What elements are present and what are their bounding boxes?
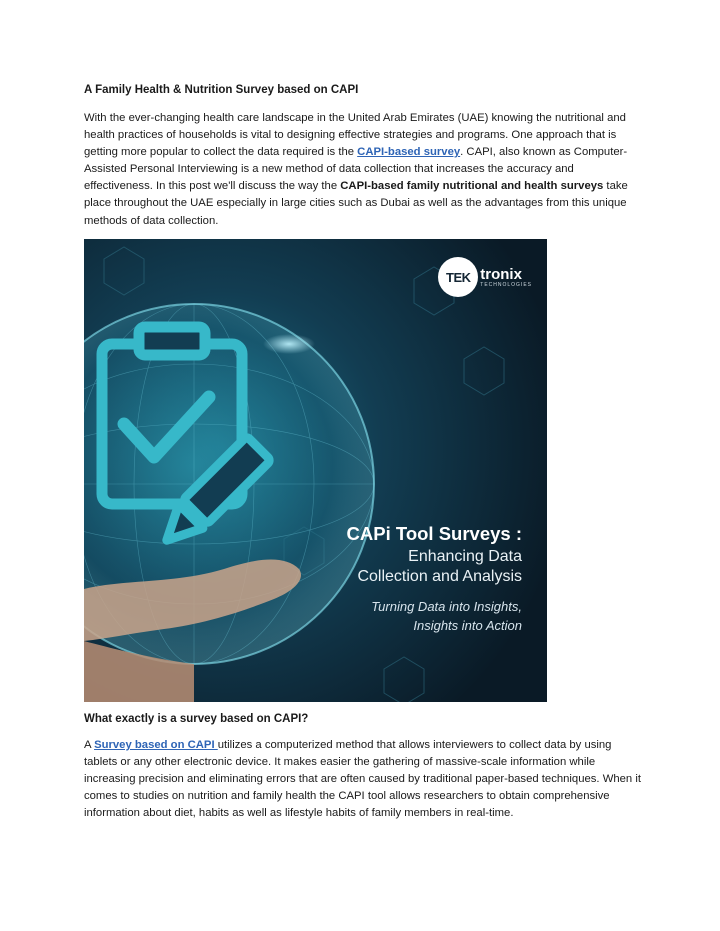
company-logo xyxy=(438,257,532,297)
intro-text-a: With the ever-changing health care landscape in the United Arab Emirates (UAE) knowing the nutritional and health practices of households is vital to designing effective strategies and programs. One approach that is getting more popular to collect the data required is the xyxy=(84,112,626,159)
definition-text-a: A xyxy=(84,739,95,751)
banner-image xyxy=(84,239,547,702)
banner-tagline-line-1: Turning Data into Insights, xyxy=(371,599,522,614)
intro-text-c: take place throughout the UAE especially in large cities such as Dubai as well as the advantages from this unique methods of data collection. xyxy=(84,180,628,227)
definition-text-b: utilizes a computerized method that allows interviewers to collect data by using tablets or any other electronic device. It makes easier the gathering of massive-scale information while increasing precision and eliminating errors that are often caused by traditional paper-based techniques. When it comes to studies on nutrition and family health the CAPI tool allows researchers to obtain comprehensive information about diet, habits as well as lifestyle habits of family members in real-time. xyxy=(84,739,642,820)
survey-capi-link[interactable]: Survey based on CAPI xyxy=(94,739,218,751)
section-heading: What exactly is a survey based on CAPI? xyxy=(84,713,309,725)
banner-subtitle-line-1: Enhancing Data xyxy=(408,548,522,565)
logo-brand: tronix xyxy=(480,265,522,283)
article-title: A Family Health & Nutrition Survey based on CAPI xyxy=(84,84,359,96)
logo-subtitle: TECHNOLOGIES xyxy=(480,281,532,288)
logo-mark: TEK xyxy=(438,257,478,297)
banner-subtitle-line-2: Collection and Analysis xyxy=(357,568,522,585)
intro-paragraph xyxy=(84,110,644,230)
capi-definition-paragraph xyxy=(84,737,644,822)
capi-survey-link[interactable]: CAPI-based survey xyxy=(357,146,461,159)
intro-text-b: . CAPI, also known as Computer-Assisted Personal Interviewing is a new method of data collection that increases the accuracy and effectiveness. In this post we'll discuss the way the xyxy=(84,146,628,193)
banner-title: CAPi Tool Surveys : xyxy=(346,523,522,544)
banner-tagline-line-2: Insights into Action xyxy=(413,618,522,633)
intro-bold-text: CAPI-based family nutritional and health surveys xyxy=(340,180,604,193)
